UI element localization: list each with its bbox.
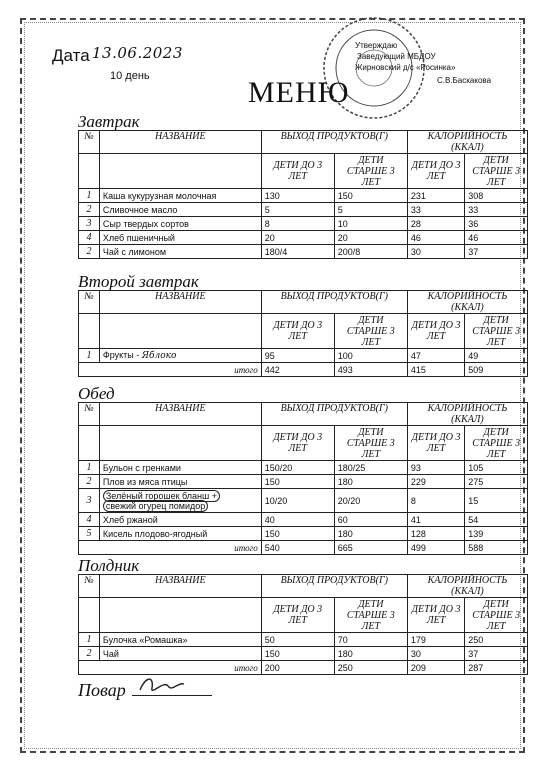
second-breakfast-table [78,290,528,377]
col-no: № [79,403,100,426]
approval-block [355,40,491,86]
calories-over3: 105 [465,461,528,475]
row-number: 2 [79,245,100,259]
calories-under3: 8 [407,489,464,513]
dish-name [99,489,261,513]
dish-name-text: Чай [102,648,119,659]
col-no: № [79,291,100,314]
col-no-empty [79,598,100,633]
output-under3: 150 [261,527,334,541]
dish-name-text: Бульон с гренками [102,462,181,473]
calories-over3: 54 [465,513,528,527]
col-output-over3: ДЕТИ СТАРШЕ 3 ЛЕТ [334,426,407,461]
output-over3: 10 [334,217,407,231]
total-row [79,363,528,377]
col-no: № [79,131,100,154]
total-output-under3: 200 [261,661,334,675]
col-no-empty [79,426,100,461]
calories-over3: 37 [465,647,528,661]
snack-table [78,574,528,675]
dish-name-text: Кисель плодово-ягодный [102,528,208,539]
col-output-under3: ДЕТИ ДО 3 ЛЕТ [261,426,334,461]
row-number: 2 [79,203,100,217]
total-calories-over3: 509 [465,363,528,377]
output-over3: 180 [334,475,407,489]
output-under3: 5 [261,203,334,217]
approval-line-2: Заведующий МБДОУ [357,52,436,61]
col-name: НАЗВАНИЕ [99,575,261,598]
row-number: 3 [79,489,100,513]
col-calories: КАЛОРИЙНОСТЬ (ККАЛ) [407,575,527,598]
calories-over3: 275 [465,475,528,489]
total-row [79,541,528,555]
calories-under3: 231 [407,189,464,203]
col-name-empty [99,598,261,633]
col-output: ВЫХОД ПРОДУКТОВ(Г) [261,131,407,154]
dish-name-text: Хлеб ржаной [102,514,158,525]
col-output-over3: ДЕТИ СТАРШЕ 3 ЛЕТ [334,314,407,349]
dish-name-text: Булочка «Ромашка» [102,634,188,645]
dish-name [99,633,261,647]
calories-under3: 128 [407,527,464,541]
output-over3: 150 [334,189,407,203]
calories-over3: 139 [465,527,528,541]
output-over3: 180/25 [334,461,407,475]
output-under3: 50 [261,633,334,647]
table-row [79,349,528,363]
col-name: НАЗВАНИЕ [99,131,261,154]
calories-under3: 33 [407,203,464,217]
col-cal-over3: ДЕТИ СТАРШЕ 3 ЛЕТ [465,598,528,633]
dish-name [99,217,261,231]
col-cal-over3: ДЕТИ СТАРШЕ 3 ЛЕТ [465,154,528,189]
table-row [79,475,528,489]
table-row [79,217,528,231]
col-calories: КАЛОРИЙНОСТЬ (ККАЛ) [407,131,527,154]
table-row [79,245,528,259]
output-over3: 200/8 [334,245,407,259]
table-row [79,203,528,217]
table-row [79,461,528,475]
row-number: 1 [79,189,100,203]
dish-name-text: Зелёный горошек бланш + [103,490,220,502]
dish-name [99,231,261,245]
col-cal-under3: ДЕТИ ДО 3 ЛЕТ [407,598,464,633]
dish-name [99,513,261,527]
col-output: ВЫХОД ПРОДУКТОВ(Г) [261,575,407,598]
col-output-under3: ДЕТИ ДО 3 ЛЕТ [261,598,334,633]
table-row [79,489,528,513]
table-row [79,527,528,541]
dish-name [99,461,261,475]
row-number: 3 [79,217,100,231]
lunch-table [78,402,528,555]
col-name-empty [99,154,261,189]
output-over3: 70 [334,633,407,647]
col-cal-over3: ДЕТИ СТАРШЕ 3 ЛЕТ [465,426,528,461]
dish-name [99,647,261,661]
col-output: ВЫХОД ПРОДУКТОВ(Г) [261,291,407,314]
col-calories: КАЛОРИЙНОСТЬ (ККАЛ) [407,291,527,314]
dish-name [99,349,261,363]
col-output-under3: ДЕТИ ДО 3 ЛЕТ [261,314,334,349]
calories-over3: 49 [465,349,528,363]
row-number: 1 [79,349,100,363]
calories-over3: 15 [465,489,528,513]
dish-name [99,189,261,203]
row-number: 2 [79,647,100,661]
page-title: МЕНЮ [248,76,350,109]
table-row [79,647,528,661]
calories-under3: 47 [407,349,464,363]
snack-rows [79,633,528,675]
col-calories: КАЛОРИЙНОСТЬ (ККАЛ) [407,403,527,426]
col-name: НАЗВАНИЕ [99,403,261,426]
output-over3: 20 [334,231,407,245]
dish-name-text: Плов из мяса птицы [102,476,188,487]
dish-name [99,203,261,217]
section-title-lunch: Обед [78,384,115,403]
dish-name-text: Фрукты - [102,350,140,360]
approval-line-4: С.В.Баскакова [437,76,492,85]
calories-under3: 30 [407,647,464,661]
col-output: ВЫХОД ПРОДУКТОВ(Г) [261,403,407,426]
total-label: итого [79,661,262,675]
calories-over3: 33 [465,203,528,217]
second-breakfast-rows [79,349,528,377]
row-number: 4 [79,513,100,527]
total-calories-over3: 287 [465,661,528,675]
dish-name-handwritten: Яблоко [141,351,177,361]
calories-under3: 28 [407,217,464,231]
calories-over3: 308 [465,189,528,203]
lunch-rows [79,461,528,555]
output-under3: 150 [261,647,334,661]
table-row [79,189,528,203]
total-label: итого [79,363,262,377]
output-over3: 60 [334,513,407,527]
dish-name-line-2: свежий огурец помидор [103,500,208,512]
output-under3: 10/20 [261,489,334,513]
output-under3: 150 [261,475,334,489]
table-row [79,633,528,647]
cook-label: Повар [78,680,126,700]
col-no-empty [79,314,100,349]
dish-name [99,475,261,489]
row-number: 5 [79,527,100,541]
day-number: 10 день [110,70,150,82]
col-cal-under3: ДЕТИ ДО 3 ЛЕТ [407,154,464,189]
dish-name-text: Чай с лимоном [102,246,167,257]
output-under3: 130 [261,189,334,203]
output-over3: 180 [334,527,407,541]
col-name-empty [99,426,261,461]
output-over3: 5 [334,203,407,217]
total-output-over3: 250 [334,661,407,675]
section-title-breakfast: Завтрак [78,112,140,131]
calories-over3: 46 [465,231,528,245]
cook-signature [136,672,186,698]
col-cal-under3: ДЕТИ ДО 3 ЛЕТ [407,426,464,461]
row-number: 1 [79,633,100,647]
calories-under3: 41 [407,513,464,527]
dish-name [99,527,261,541]
col-no-empty [79,154,100,189]
total-output-under3: 442 [261,363,334,377]
table-row [79,231,528,245]
approval-line-1: Утверждаю [355,41,398,50]
col-output-over3: ДЕТИ СТАРШЕ 3 ЛЕТ [334,598,407,633]
total-calories-under3: 499 [407,541,464,555]
dish-name-text: Сливочное масло [102,204,178,215]
breakfast-table [78,130,528,259]
col-name-empty [99,314,261,349]
output-over3: 180 [334,647,407,661]
total-calories-under3: 415 [407,363,464,377]
total-calories-under3: 209 [407,661,464,675]
total-output-over3: 493 [334,363,407,377]
col-output-over3: ДЕТИ СТАРШЕ 3 ЛЕТ [334,154,407,189]
calories-over3: 36 [465,217,528,231]
total-label: итого [79,541,262,555]
table-row [79,513,528,527]
calories-under3: 30 [407,245,464,259]
output-under3: 95 [261,349,334,363]
date-value: 13.06.2023 [92,44,183,62]
calories-over3: 37 [465,245,528,259]
col-name: НАЗВАНИЕ [99,291,261,314]
col-cal-over3: ДЕТИ СТАРШЕ 3 ЛЕТ [465,314,528,349]
calories-over3: 250 [465,633,528,647]
section-title-second-breakfast: Второй завтрак [78,272,199,291]
output-under3: 20 [261,231,334,245]
total-output-over3: 665 [334,541,407,555]
output-over3: 100 [334,349,407,363]
row-number: 4 [79,231,100,245]
dish-name [99,245,261,259]
output-under3: 180/4 [261,245,334,259]
calories-under3: 93 [407,461,464,475]
breakfast-rows [79,189,528,259]
calories-under3: 179 [407,633,464,647]
output-under3: 150/20 [261,461,334,475]
output-under3: 8 [261,217,334,231]
approval-line-3: Жирновский д/с «Росинка» [355,63,456,72]
total-calories-over3: 588 [465,541,528,555]
total-output-under3: 540 [261,541,334,555]
section-title-snack: Полдник [78,556,140,575]
row-number: 1 [79,461,100,475]
dish-name-text: Сыр твердых сортов [102,218,189,229]
calories-under3: 229 [407,475,464,489]
col-no: № [79,575,100,598]
row-number: 2 [79,475,100,489]
output-over3: 20/20 [334,489,407,513]
calories-under3: 46 [407,231,464,245]
col-cal-under3: ДЕТИ ДО 3 ЛЕТ [407,314,464,349]
date-label: Дата [52,46,90,65]
dish-name-text: Каша кукурузная молочная [102,190,217,201]
dish-name-text: Хлеб пшеничный [102,232,175,243]
col-output-under3: ДЕТИ ДО 3 ЛЕТ [261,154,334,189]
output-under3: 40 [261,513,334,527]
